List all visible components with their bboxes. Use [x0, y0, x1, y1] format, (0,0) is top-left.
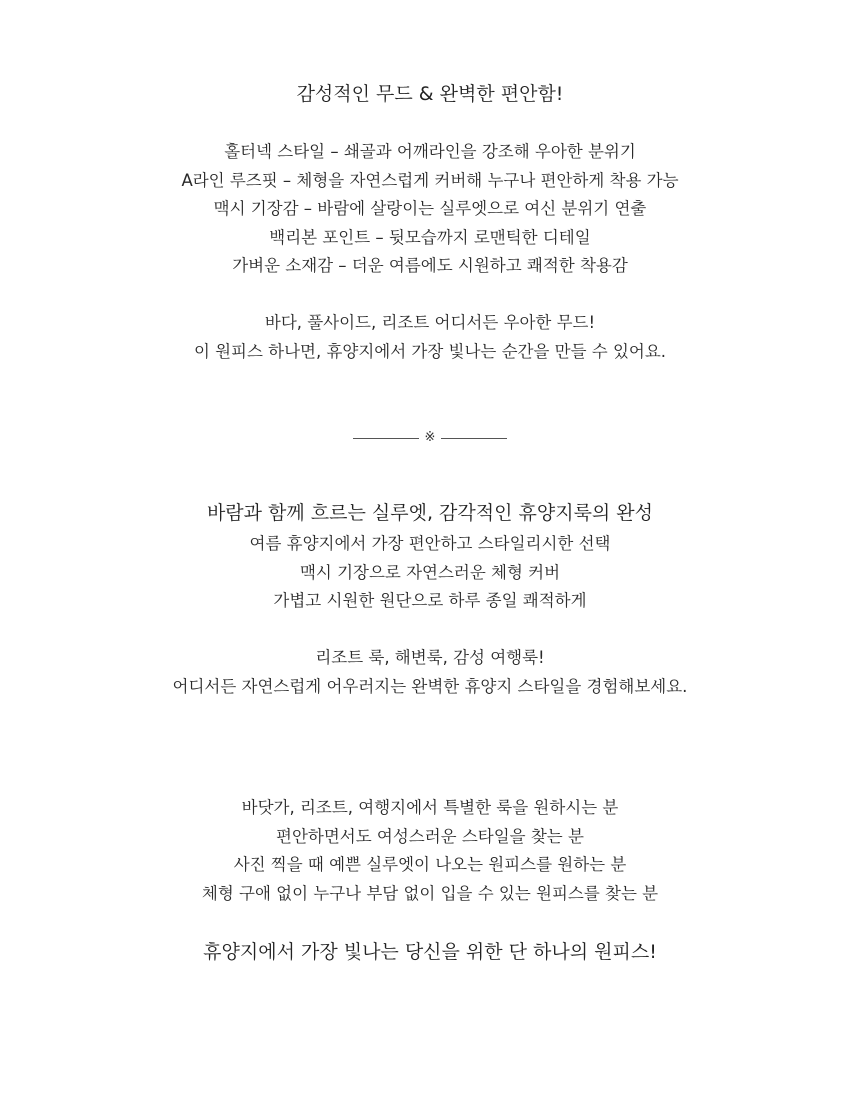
feature-back-ribbon: 백리본 포인트 – 뒷모습까지 로맨틱한 디테일	[269, 227, 591, 247]
reference-mark-icon: ※	[424, 430, 436, 445]
feature-halter: 홀터넥 스타일 – 쇄골과 어깨라인을 강조해 우아한 분위기	[224, 142, 636, 161]
mood-closing-line: 바다, 풀사이드, 리조트 어디서든 우아한 무드!	[264, 313, 596, 332]
recommended-for-item: 바닷가, 리조트, 여행지에서 특별한 룩을 원하시는 분	[241, 798, 619, 817]
section-silhouette	[0, 499, 860, 527]
divider-rule-left	[353, 438, 419, 439]
silhouette-line: 여름 휴양지에서 가장 편안하고 스타일리시한 선택	[249, 534, 611, 553]
feature-light-fabric: 가벼운 소재감 – 더운 여름에도 시원하고 쾌적한 착용감	[232, 256, 628, 275]
section-divider	[0, 428, 860, 448]
silhouette-closing-line: 리조트 룩, 해변룩, 감성 여행룩!	[315, 648, 545, 667]
divider-rule-right	[441, 438, 507, 439]
recommended-for-item: 사진 찍을 때 예쁜 실루엣이 나오는 원피스를 원하는 분	[233, 855, 627, 874]
recommended-for-item: 편안하면서도 여성스러운 스타일을 찾는 분	[276, 826, 584, 846]
recommended-for-item: 체형 구애 없이 누구나 부담 없이 입을 수 있는 원피스를 찾는 분	[201, 883, 659, 903]
final-tagline	[0, 938, 860, 966]
feature-list	[0, 138, 860, 281]
section-silhouette-closing	[0, 644, 860, 701]
mood-closing-line: 이 원피스 하나면, 휴양지에서 가장 빛나는 순간을 만들 수 있어요.	[193, 341, 667, 361]
feature-a-line: A라인 루즈핏 – 체형을 자연스럽게 커버해 누구나 편안하게 착용 가능	[181, 170, 679, 190]
section-mood	[0, 80, 860, 108]
section-silhouette-title: 바람과 함께 흐르는 실루엣, 감각적인 휴양지룩의 완성	[206, 502, 654, 524]
section-mood-closing	[0, 309, 860, 366]
section-mood-title: 감성적인 무드 & 완벽한 편안함!	[296, 83, 564, 105]
silhouette-closing-line: 어디서든 자연스럽게 어우러지는 완벽한 휴양지 스타일을 경험해보세요.	[172, 676, 688, 696]
final-tagline-text: 휴양지에서 가장 빛나는 당신을 위한 단 하나의 원피스!	[203, 941, 657, 963]
silhouette-lines	[0, 530, 860, 616]
recommended-for-list	[0, 794, 860, 908]
feature-maxi: 맥시 기장감 – 바람에 살랑이는 실루엣으로 여신 분위기 연출	[213, 199, 647, 218]
silhouette-line: 가볍고 시원한 원단으로 하루 종일 쾌적하게	[273, 591, 587, 610]
silhouette-line: 맥시 기장으로 자연스러운 체형 커버	[299, 562, 561, 582]
